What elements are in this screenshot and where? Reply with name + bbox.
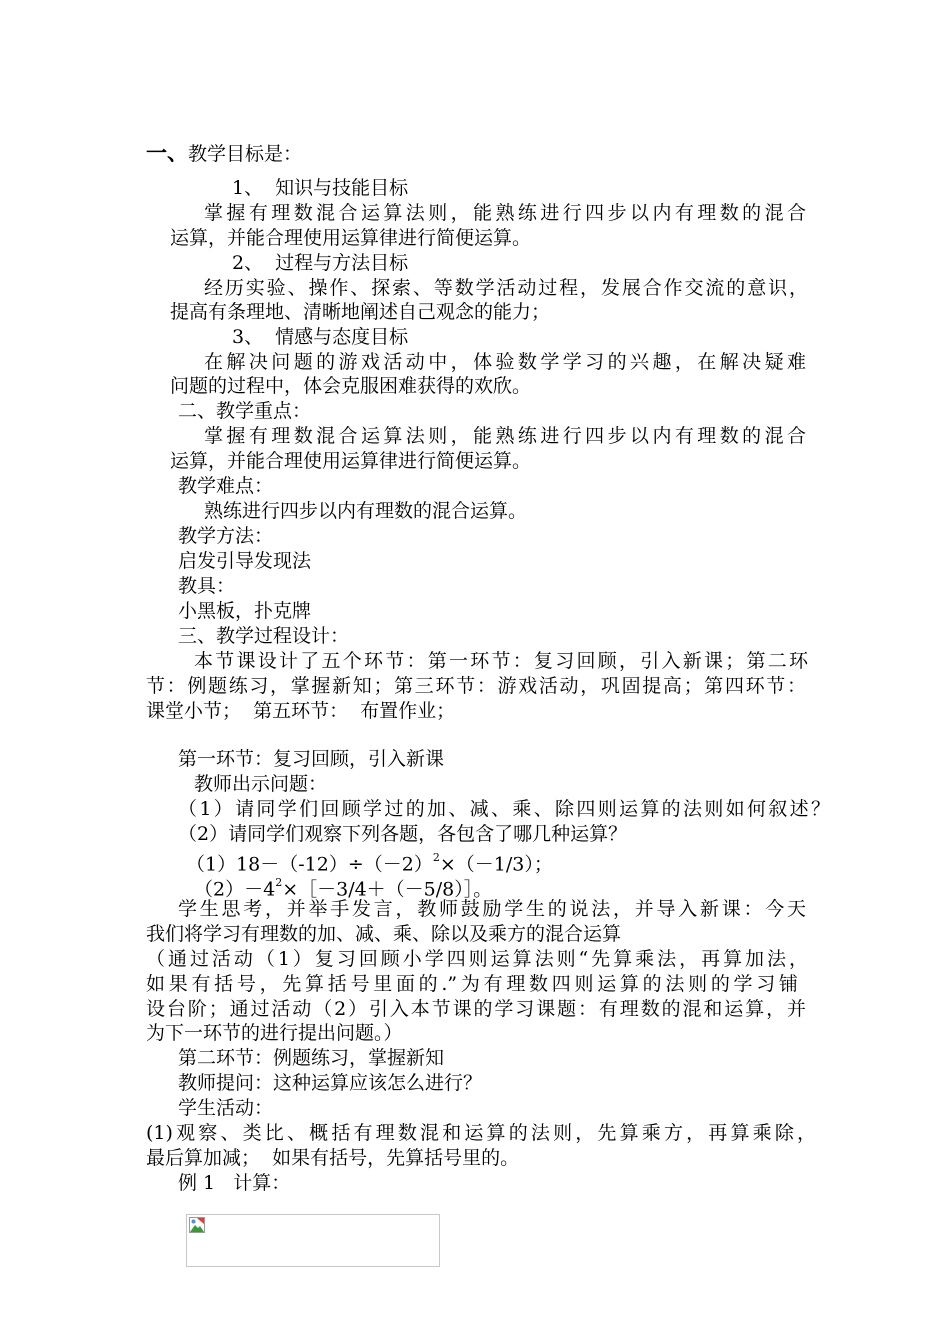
- stage-1-question-2: （2）请同学们观察下列各题，各包含了哪几种运算？: [178, 823, 628, 845]
- equation-1-tail: ×（－1/3）；: [439, 853, 553, 876]
- stage-2-student: 学生活动：: [178, 1097, 274, 1119]
- goal-2-line-2: 提高有条理地、清晰地阐述自己观念的能力；: [170, 301, 551, 323]
- goal-3-line-1: 在解决问题的游戏活动中，体验数学学习的兴趣，在解决疑难: [204, 351, 806, 373]
- stage-1-teacher: 教师出示问题：: [194, 773, 328, 795]
- section-title: 教学目标是：: [188, 143, 303, 165]
- stage-1-student-line-1: 学生思考，并举手发言，教师鼓励学生的说法，并导入新课：今天: [178, 898, 806, 920]
- goal-1-line-2: 运算，并能合理使用运算律进行简便运算。: [170, 227, 532, 249]
- goal-3-title: 3、 情感与态度目标: [232, 326, 409, 348]
- difficulty-text: 熟练进行四步以内有理数的混合运算。: [204, 500, 528, 522]
- keypoint-line-2: 运算，并能合理使用运算律进行简便运算。: [170, 450, 532, 472]
- broken-image-icon: [189, 1217, 205, 1233]
- process-line-1: 本节课设计了五个环节：第一环节：复习回顾，引入新课；第二环: [194, 650, 808, 672]
- equation-1-exponent: 2: [432, 851, 440, 864]
- stage-1-note-line-2: 如果有括号，先算括号里面的.”为有理数四则运算的法则的学习铺: [146, 973, 798, 995]
- stage-2-teacher: 教师提问：这种运算应该怎么进行？: [178, 1072, 483, 1094]
- goal-1-line-1: 掌握有理数混合运算法则，能熟练进行四步以内有理数的混合: [204, 202, 806, 224]
- difficulty-heading: 教学难点：: [178, 475, 274, 497]
- keypoint-heading: 二、教学重点：: [178, 400, 312, 422]
- process-heading: 三、教学过程设计：: [178, 625, 350, 647]
- equation-2-exponent: 2: [275, 876, 283, 889]
- stage-2-observe-line-2: 最后算加减； 如果有括号，先算括号里的。: [146, 1147, 520, 1169]
- section-number: 一、: [146, 140, 188, 165]
- tools-heading: 教具：: [178, 575, 236, 597]
- stage-1-note-line-3: 设台阶；通过活动（2）引入本节课的学习课题：有理数的混和运算，并: [146, 998, 806, 1020]
- stage-1-note-line-4: 为下一环节的进行提出问题。）: [146, 1022, 403, 1044]
- process-line-3: 课堂小节； 第五环节： 布置作业；: [146, 700, 456, 722]
- tools-text: 小黑板，扑克牌: [178, 600, 312, 622]
- equation-2-main: （2）－4: [194, 878, 276, 901]
- process-line-2: 节：例题练习，掌握新知；第三环节：游戏活动，巩固提高；第四环节：: [146, 675, 806, 697]
- goal-3-line-2: 问题的过程中，体会克服困难获得的欢欣。: [170, 375, 532, 397]
- equation-2-tail: ×［－3/4＋（－5/8）］。: [282, 878, 493, 901]
- stage-1-question-1: （1）请同学们回顾学过的加、减、乘、除四则运算的法则如何叙述？: [178, 798, 830, 820]
- stage-1-title: 第一环节：复习回顾，引入新课: [178, 748, 445, 770]
- goal-1-title: 1、 知识与技能目标: [232, 177, 409, 199]
- stage-1-student-line-2: 我们将学习有理数的加、减、乘、除以及乘方的混合运算: [146, 923, 622, 945]
- stage-1-note-line-1: （通过活动（1）复习回顾小学四则运算法则“先算乘法，再算加法，: [146, 948, 808, 970]
- stage-2-title: 第二环节：例题练习，掌握新知: [178, 1047, 445, 1069]
- goal-2-line-1: 经历实验、操作、探索、等数学活动过程，发展合作交流的意识，: [204, 277, 808, 299]
- example-1-label: 例 1 计算：: [178, 1172, 291, 1194]
- method-text: 启发引导发现法: [178, 550, 312, 572]
- equation-1-main: （1）18－（-12）÷（－2）: [186, 853, 433, 876]
- example-image-placeholder: [186, 1214, 440, 1267]
- keypoint-line-1: 掌握有理数混合运算法则，能熟练进行四步以内有理数的混合: [204, 425, 806, 447]
- method-heading: 教学方法：: [178, 525, 274, 547]
- section-heading-1: [146, 140, 302, 167]
- stage-2-observe-line-1: (1)观察、类比、概括有理数混和运算的法则，先算乘方，再算乘除，: [146, 1122, 816, 1144]
- goal-2-title: 2、 过程与方法目标: [232, 252, 409, 274]
